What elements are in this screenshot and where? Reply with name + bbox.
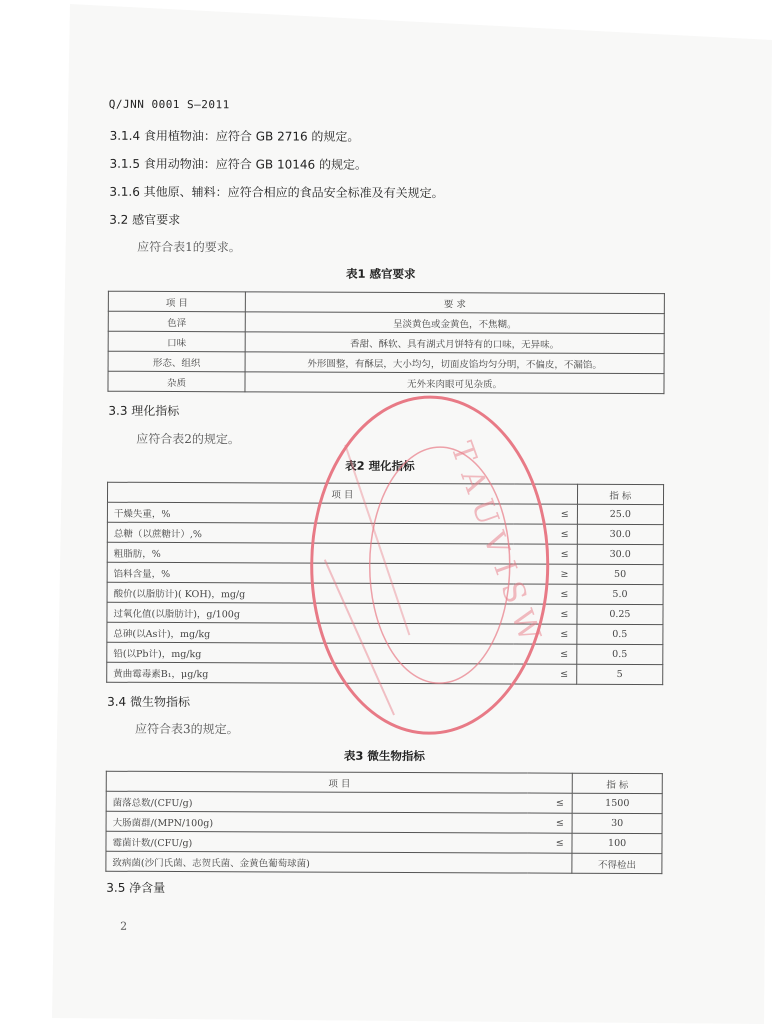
table-cell-symbol: ≤ bbox=[514, 524, 577, 544]
standard-code: Q/JNN 0001 S—2011 bbox=[108, 97, 230, 112]
table-row bbox=[107, 582, 663, 604]
page-number: 2 bbox=[120, 919, 128, 933]
table-header-cell: 指 标 bbox=[577, 484, 663, 504]
table-header-row bbox=[107, 482, 663, 504]
table-cell-item: 菌落总数/(CFU/g) bbox=[106, 791, 527, 813]
table-cell-item: 黄曲霉毒素B₁，μg/kg bbox=[107, 662, 514, 684]
table-header-row bbox=[106, 771, 662, 793]
table3-caption: 表3 微生物指标 bbox=[343, 748, 425, 764]
table-cell-symbol: ≤ bbox=[514, 544, 577, 564]
table-row bbox=[106, 791, 662, 813]
table-cell-item: 酸价(以脂肪计)( KOH)，mg/g bbox=[107, 582, 514, 604]
physicochemical-table bbox=[106, 482, 664, 685]
table-row bbox=[108, 351, 664, 373]
table-cell-item: 干燥失重，% bbox=[107, 502, 514, 524]
table-row bbox=[107, 502, 663, 524]
table-header-cell: 要 求 bbox=[245, 292, 664, 314]
stamp-lettering: T A U V I S W bbox=[443, 437, 547, 646]
table-cell-value: 25.0 bbox=[577, 504, 663, 524]
table-header-cell: 项 目 bbox=[108, 291, 245, 312]
table-cell-symbol: ≥ bbox=[514, 564, 577, 584]
table-cell-value: 1500 bbox=[572, 793, 662, 813]
table-cell-item: 大肠菌群/(MPN/100g) bbox=[106, 811, 527, 833]
table-cell-item: 色泽 bbox=[108, 311, 245, 332]
table-cell-value: 30 bbox=[572, 813, 662, 833]
table-row bbox=[106, 811, 662, 833]
table-cell-symbol: ≤ bbox=[513, 584, 576, 604]
table-row bbox=[107, 602, 663, 624]
table-header-cell: 项 目 bbox=[106, 771, 572, 793]
table-cell-value: 不得检出 bbox=[572, 853, 662, 873]
table-cell-value: 香甜、酥软、具有湖式月饼特有的口味，无异味。 bbox=[245, 332, 664, 354]
table-cell-symbol: ≤ bbox=[513, 644, 576, 664]
section-3-2-body: 应符合表1的要求。 bbox=[137, 239, 241, 255]
section-3-4-heading: 3.4 微生物指标 bbox=[107, 694, 191, 710]
table-cell-symbol: ≤ bbox=[513, 624, 576, 644]
table-cell-value: 呈淡黄色或金黄色，不焦糊。 bbox=[245, 312, 664, 334]
table-header-cell: 项 目 bbox=[107, 482, 577, 504]
table-cell-item: 馅料含量，% bbox=[107, 562, 514, 584]
table-cell-value: 30.0 bbox=[577, 544, 663, 564]
section-3-5-heading: 3.5 净含量 bbox=[106, 880, 166, 895]
table-cell-symbol: ≤ bbox=[527, 793, 572, 813]
table-cell-item: 致病菌(沙门氏菌、志贺氏菌、金黄色葡萄球菌) bbox=[106, 851, 527, 873]
table-row bbox=[107, 662, 663, 684]
section-3-2-heading: 3.2 感官要求 bbox=[109, 212, 181, 228]
table-row bbox=[107, 522, 663, 544]
sensory-table bbox=[107, 291, 664, 394]
table-row bbox=[106, 851, 662, 873]
section-3-4-body: 应符合表3的规定。 bbox=[134, 721, 239, 737]
section-3-3-body: 应符合表2的规定。 bbox=[136, 431, 240, 447]
table-cell-item: 过氧化值(以脂肪计)，g/100g bbox=[107, 602, 514, 624]
table-cell-value: 100 bbox=[572, 833, 662, 853]
table-cell-value: 无外来肉眼可见杂质。 bbox=[245, 372, 664, 394]
table-cell-symbol: ≤ bbox=[514, 504, 577, 524]
table-cell-item: 铅(以Pb计)，mg/kg bbox=[107, 642, 514, 664]
table-cell-symbol: ≤ bbox=[513, 604, 576, 624]
table-cell-symbol: ≤ bbox=[527, 833, 572, 853]
table-row bbox=[107, 642, 663, 664]
section-3-1-5: 3.1.5 食用动物油：应符合 GB 10146 的规定。 bbox=[109, 156, 367, 172]
section-3-1-4: 3.1.4 食用植物油：应符合 GB 2716 的规定。 bbox=[109, 128, 360, 144]
table-cell-item: 总糖（以蔗糖计）,% bbox=[107, 522, 514, 544]
table-cell-symbol: ≤ bbox=[527, 813, 572, 833]
table-cell-symbol bbox=[527, 853, 572, 873]
table-cell-value: 5.0 bbox=[577, 584, 663, 604]
table-cell-value: 外形圆整，有酥层，大小均匀，切面皮馅均匀分明，不偏皮，不漏馅。 bbox=[245, 352, 664, 374]
section-3-1-6: 3.1.6 其他原、辅料：应符合相应的食品安全标准及有关规定。 bbox=[109, 184, 444, 201]
table-cell-item: 粗脂肪，% bbox=[107, 542, 514, 564]
table-header-cell: 指 标 bbox=[572, 773, 662, 793]
table-row bbox=[107, 562, 663, 584]
table-row bbox=[108, 311, 664, 333]
table-header-row bbox=[108, 291, 664, 313]
table-cell-value: 30.0 bbox=[577, 524, 663, 544]
table-row bbox=[108, 371, 664, 393]
table-cell-value: 0.5 bbox=[577, 624, 663, 644]
table-cell-item: 杂质 bbox=[108, 371, 245, 392]
table-cell-value: 0.25 bbox=[577, 604, 663, 624]
table-row bbox=[108, 331, 664, 353]
microbiological-table bbox=[105, 771, 662, 874]
table-cell-item: 霉菌计数/(CFU/g) bbox=[106, 831, 527, 853]
table-cell-item: 形态、组织 bbox=[108, 351, 245, 372]
table2-caption: 表2 理化指标 bbox=[345, 458, 415, 474]
table-cell-item: 总砷(以As计)，mg/kg bbox=[107, 622, 514, 644]
table-cell-value: 50 bbox=[577, 564, 663, 584]
table-cell-value: 0.5 bbox=[577, 644, 663, 664]
table-cell-item: 口味 bbox=[108, 331, 245, 352]
table-cell-symbol: ≤ bbox=[513, 664, 576, 684]
table-row bbox=[106, 831, 662, 853]
table-row bbox=[107, 542, 663, 564]
table1-caption: 表1 感官要求 bbox=[345, 266, 416, 282]
table-cell-value: 5 bbox=[577, 664, 663, 684]
section-3-3-heading: 3.3 理化指标 bbox=[108, 403, 180, 419]
table-row bbox=[107, 622, 663, 644]
